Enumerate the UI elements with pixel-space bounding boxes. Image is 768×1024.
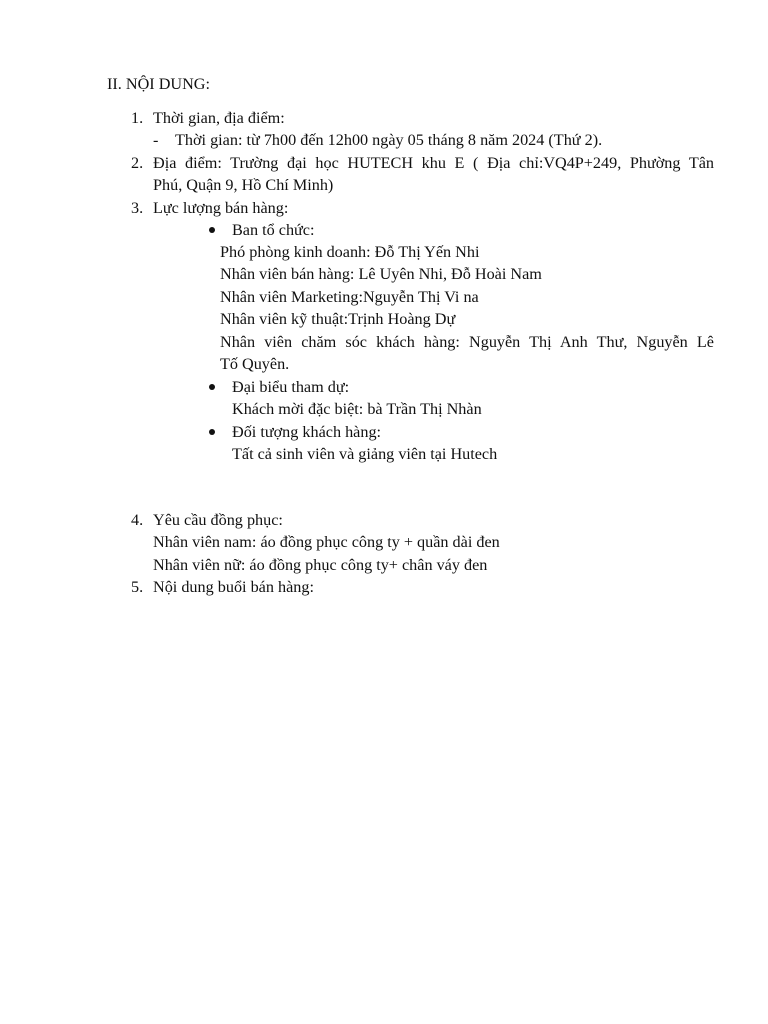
item-title-1: Thời gian, địa điểm:	[153, 109, 285, 127]
delegates-label: Đại biểu tham dự:	[232, 378, 350, 396]
uniform-line: Nhân viên nữ: áo đồng phục công ty+ chân váy đen	[153, 556, 488, 574]
location-line-1: Địa điểm: Trường đại học HUTECH khu E ( Địa chỉ:VQ4P+249, Phường Tân	[153, 154, 714, 172]
organizer-line: Phó phòng kinh doanh: Đỗ Thị Yến Nhi	[220, 243, 480, 261]
customers-label: Đối tượng khách hàng:	[232, 423, 382, 441]
organizer-line: Nhân viên Marketing:Nguyễn Thị Vi na	[220, 288, 479, 306]
item-title-5: Nội dung buổi bán hàng:	[153, 578, 314, 596]
delegates-line: Khách mời đặc biệt: bà Trần Thị Nhàn	[232, 400, 482, 418]
dash-marker: -	[153, 131, 159, 149]
item-number-4: 4.	[131, 511, 144, 529]
organizer-line: Nhân viên kỹ thuật:Trịnh Hoàng Dự	[220, 310, 456, 328]
uniform-line: Nhân viên nam: áo đồng phục công ty + quần dài đen	[153, 533, 500, 551]
item-number-2: 2.	[131, 154, 144, 172]
bullet-icon	[209, 384, 215, 390]
organizer-line: Nhân viên chăm sóc khách hàng: Nguyễn Thị Anh Thư, Nguyễn Lê	[220, 333, 714, 351]
section-heading: II. NỘI DUNG:	[107, 75, 210, 93]
item-number-3: 3.	[131, 199, 144, 217]
item-title-4: Yêu cầu đồng phục:	[153, 511, 283, 529]
time-line: Thời gian: từ 7h00 đến 12h00 ngày 05 tháng 8 năm 2024 (Thứ 2).	[175, 131, 603, 149]
bullet-icon	[209, 429, 215, 435]
item-number-5: 5.	[131, 578, 144, 596]
bullet-icon	[209, 227, 215, 233]
customers-line: Tất cả sinh viên và giảng viên tại Hutech	[232, 445, 498, 463]
organizer-line: Tố Quyên.	[220, 355, 290, 373]
item-title-3: Lực lượng bán hàng:	[153, 199, 289, 217]
organizer-line: Nhân viên bán hàng: Lê Uyên Nhi, Đỗ Hoài Nam	[220, 265, 542, 283]
location-line-2: Phú, Quận 9, Hồ Chí Minh)	[153, 176, 334, 194]
organizers-label: Ban tổ chức:	[232, 221, 315, 239]
item-number-1: 1.	[131, 109, 144, 127]
